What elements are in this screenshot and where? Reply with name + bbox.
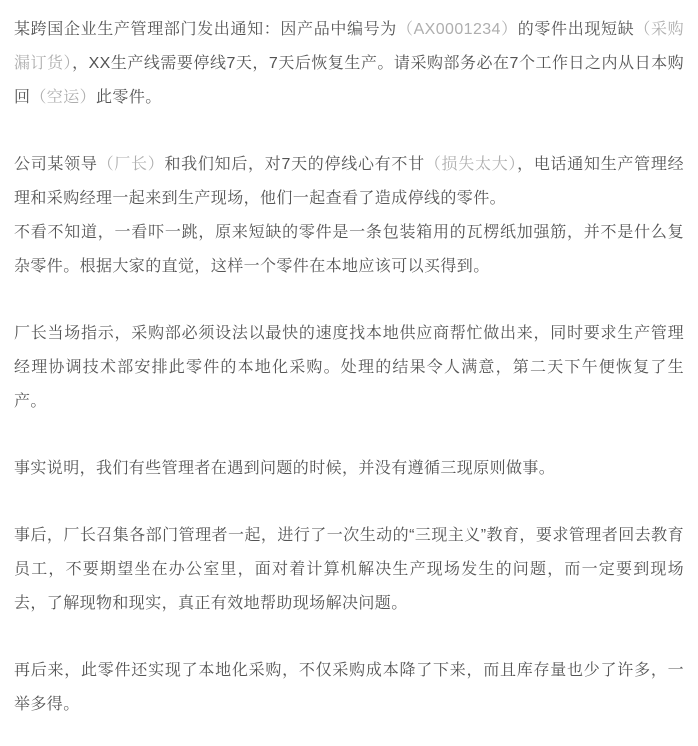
text-segment: 某跨国企业生产管理部门发出通知：因产品中编号为 — [14, 21, 397, 38]
text-segment: 和我们知后，对7天的停线心有不甘 — [164, 156, 425, 173]
paragraph-block — [14, 452, 684, 486]
paragraph — [14, 452, 684, 486]
text-segment: 事后，厂长召集各部门管理者一起，进行了一次生动的“三现主义”教育，要求管理者回去教育员工，不要期望坐在办公室里，面对着计算机解决生产现场发生的问题，而一定要到现场去，了解现物和现实，真正有效地帮助现场解决问题。 — [14, 527, 684, 612]
paragraph-block — [14, 519, 684, 621]
text-segment: 此零件。 — [96, 89, 162, 106]
text-segment: 的零件出现短缺 — [517, 21, 635, 38]
text-segment: ，电话通知生产管理经理和采购经理一起来到生产现场，他们一起查看了造成停线的零件。 — [14, 156, 684, 207]
paragraph — [14, 13, 684, 115]
paragraph — [14, 216, 684, 284]
paragraph — [14, 654, 684, 722]
paragraph — [14, 317, 684, 419]
text-segment: 不看不知道，一看吓一跳，原来短缺的零件是一条包装箱用的瓦楞纸加强筋，并不是什么复杂零件。根据大家的直觉，这样一个零件在本地应该可以买得到。 — [14, 224, 684, 275]
muted-text-segment: （AX0001234） — [396, 21, 518, 38]
paragraph-block — [14, 13, 684, 115]
muted-text-segment: （厂长） — [97, 156, 165, 173]
text-segment: 公司某领导 — [14, 156, 98, 173]
muted-text-segment: （损失太大） — [424, 156, 518, 173]
text-segment: 事实说明，我们有些管理者在遇到问题的时候，并没有遵循三现原则做事。 — [14, 460, 556, 477]
paragraph-block — [14, 148, 684, 284]
muted-text-segment: （采购漏订货） — [14, 21, 685, 72]
text-segment: 再后来，此零件还实现了本地化采购，不仅采购成本降了下来，而且库存量也少了许多，一举多得。 — [14, 662, 684, 713]
muted-text-segment: （空运） — [30, 89, 97, 106]
paragraph — [14, 148, 684, 216]
text-segment: 厂长当场指示，采购部必须设法以最快的速度找本地供应商帮忙做出来，同时要求生产管理经理协调技术部安排此零件的本地化采购。处理的结果令人满意，第二天下午便恢复了生产。 — [14, 325, 684, 410]
paragraph-block — [14, 317, 684, 419]
paragraph-block — [14, 654, 684, 722]
text-segment: ，XX生产线需要停线7天，7天后恢复生产。请采购部务必在7个工作日之内从日本购回 — [14, 55, 685, 106]
paragraph — [14, 519, 684, 621]
